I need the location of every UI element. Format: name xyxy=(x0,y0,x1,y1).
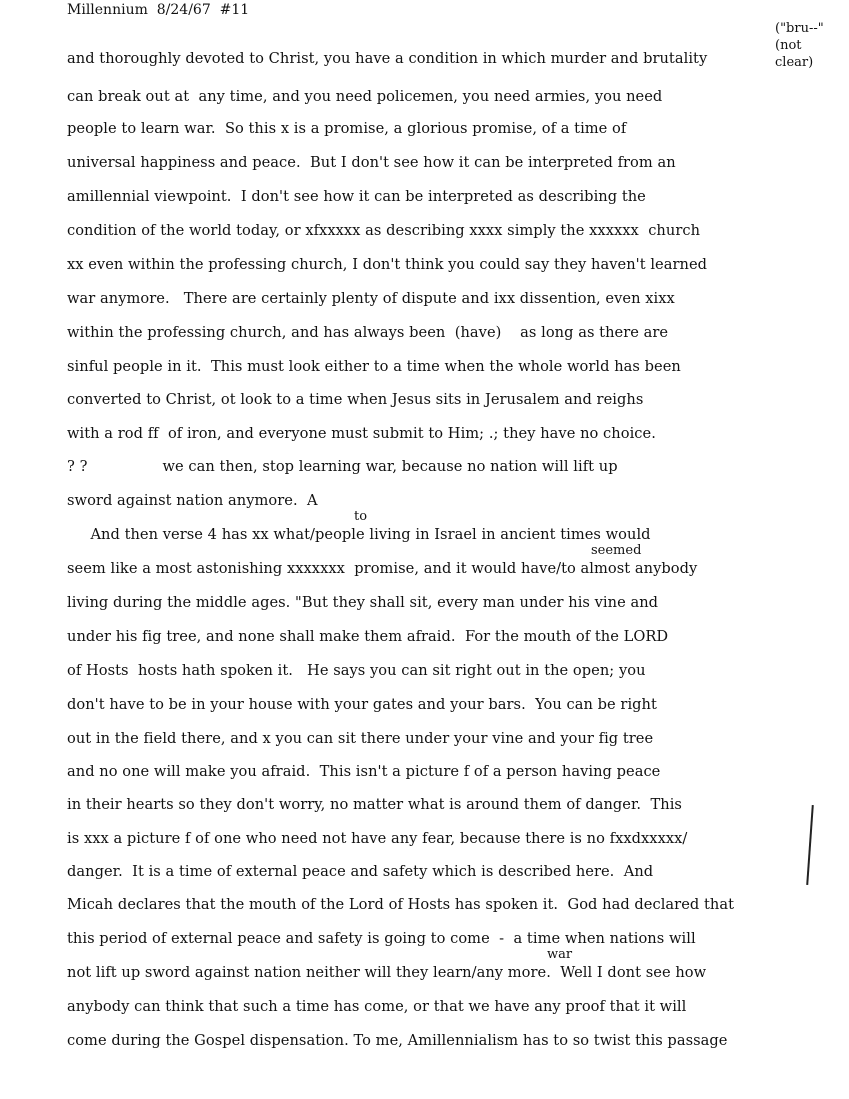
margin-note-line: clear) xyxy=(775,55,814,70)
text-line: sinful people in it. This must look either to a time when the whole world has been xyxy=(67,358,681,375)
margin-note-line: (not xyxy=(775,38,802,53)
text-line: in their hearts so they don't worry, no matter what is around them of danger. This xyxy=(67,796,682,813)
text-line: xx even within the professing church, I don't think you could say they haven't learned xyxy=(67,256,708,273)
text-line: and thoroughly devoted to Christ, you have a condition in which murder and brutality xyxy=(67,50,708,67)
text-line: within the professing church, and has always been (have) as long as there are xyxy=(67,324,669,341)
inserted-word: war xyxy=(547,947,573,962)
inserted-word: seemed xyxy=(591,543,642,558)
text-line: living during the middle ages. "But they shall sit, every man under his vine and xyxy=(67,594,659,611)
text-line: out in the field there, and x you can sit there under your vine and your fig tree xyxy=(67,730,654,747)
text-line: Micah declares that the mouth of the Lord of Hosts has spoken it. God had declared that xyxy=(67,896,734,913)
text-line: people to learn war. So this x is a promise, a glorious promise, of a time of xyxy=(67,120,627,137)
text-line: can break out at any time, and you need policemen, you need armies, you need xyxy=(67,88,663,105)
text-line: condition of the world today, or xfxxxxx as describing xxxx simply the xxxxxx church xyxy=(67,222,701,239)
text-line: anybody can think that such a time has come, or that we have any proof that it will xyxy=(67,998,687,1015)
text-line: And then verse 4 has xx what/people living in Israel in ancient times would xyxy=(67,526,651,543)
text-line: is xxx a picture f of one who need not have any fear, because there is no fxxdxxxxx/ xyxy=(67,830,688,847)
text-line: under his fig tree, and none shall make them afraid. For the mouth of the LORD xyxy=(67,628,669,645)
text-line: danger. It is a time of external peace and safety which is described here. And xyxy=(67,863,654,880)
text-line: ? ? we can then, stop learning war, because no nation will lift up xyxy=(67,458,618,475)
text-line: seem like a most astonishing xxxxxxx promise, and it would have/to almost anybody xyxy=(67,560,698,577)
margin-mark xyxy=(806,805,814,885)
text-line: this period of external peace and safety is going to come - a time when nations will xyxy=(67,930,696,947)
page-header: Millennium 8/24/67 #11 xyxy=(67,2,250,18)
text-line: universal happiness and peace. But I don't see how it can be interpreted from an xyxy=(67,154,676,171)
margin-note xyxy=(775,20,847,71)
text-line: sword against nation anymore. A xyxy=(67,492,318,509)
text-line: and no one will make you afraid. This isn't a picture f of a person having peace xyxy=(67,763,661,780)
text-line: with a rod ff of iron, and everyone must submit to Him; .; they have no choice. xyxy=(67,425,656,442)
text-line: come during the Gospel dispensation. To me, Amillennialism has to so twist this passage xyxy=(67,1032,728,1049)
text-line: war anymore. There are certainly plenty of dispute and ixx dissention, even xixx xyxy=(67,290,675,307)
text-line: don't have to be in your house with your gates and your bars. You can be right xyxy=(67,696,657,713)
text-line: not lift up sword against nation neither will they learn/any more. Well I dont see how xyxy=(67,964,707,981)
inserted-word: to xyxy=(354,509,368,524)
margin-note-line: ("bru--" xyxy=(775,21,824,36)
text-line: of Hosts hosts hath spoken it. He says you can sit right out in the open; you xyxy=(67,662,646,679)
text-line: converted to Christ, ot look to a time when Jesus sits in Jerusalem and reighs xyxy=(67,391,644,408)
text-line: amillennial viewpoint. I don't see how it can be interpreted as describing the xyxy=(67,188,646,205)
